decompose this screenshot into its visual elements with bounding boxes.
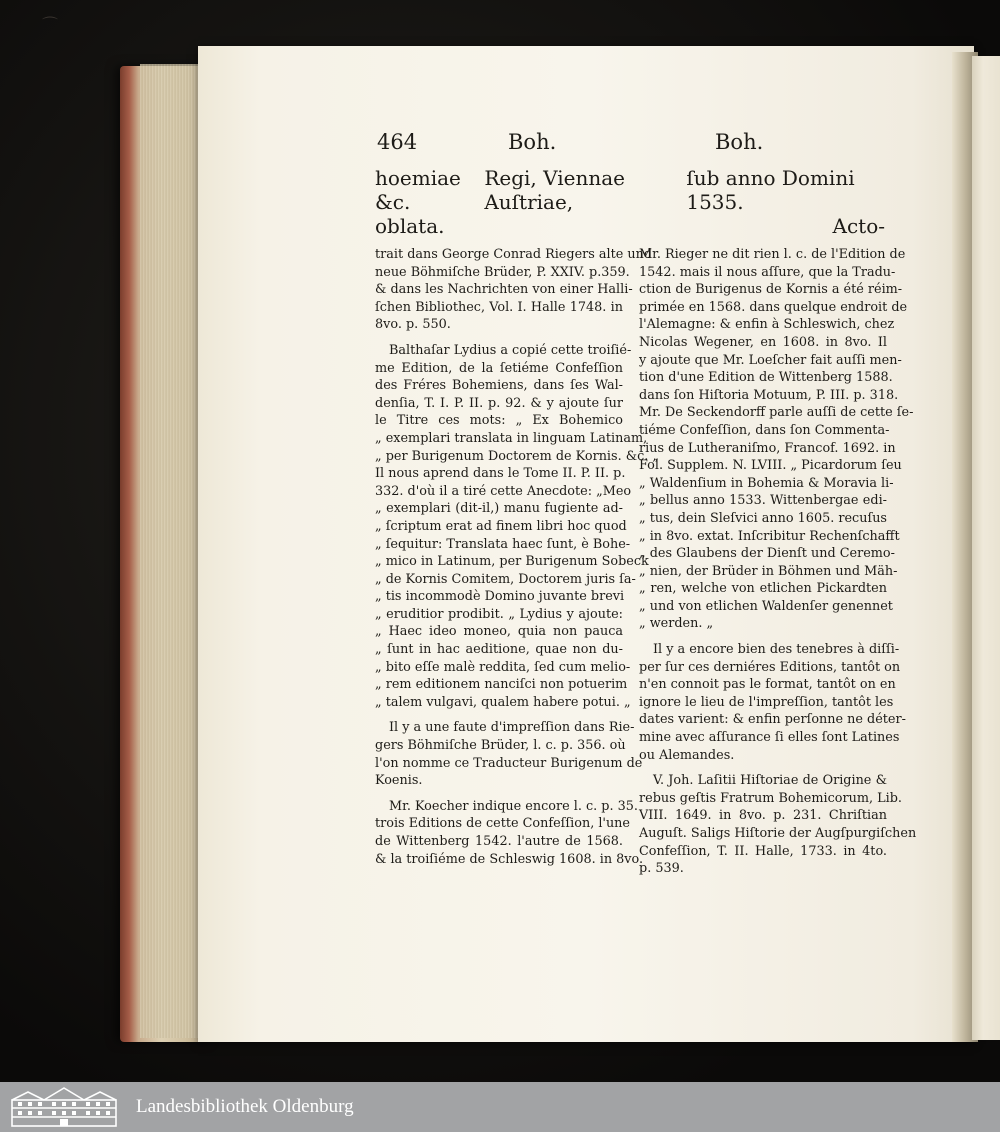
text-line: Confeſſion, T. II. Halle, 1733. in 4to. bbox=[639, 843, 887, 859]
text-line: Mr. Rieger ne dit rien l. c. de l'Edition de bbox=[639, 247, 906, 262]
text-line: „ ſequitur: Translata haec ſunt, è Bohe- bbox=[375, 536, 631, 552]
text-line: trait dans George Conrad Riegers alte und bbox=[375, 247, 653, 262]
text-line: „ eruditior prodibit. „ Lydius y ajoute: bbox=[375, 606, 623, 622]
text-line: tion d'une Edition de Wittenberg 1588. bbox=[639, 370, 893, 386]
text-line: p. 539. bbox=[639, 861, 684, 877]
text-line: me Edition, de la ſetiéme Confeſſion bbox=[375, 360, 623, 376]
text-line: „ des Glaubens der Dienſt und Ceremo- bbox=[639, 546, 895, 562]
text-line: VIII. 1649. in 8vo. p. 231. Chriſtian bbox=[639, 808, 887, 824]
text-line: & dans les Nachrichten von einer Halli- bbox=[375, 282, 633, 298]
text-line: ſchen Bibliothec, Vol. I. Halle 1748. in bbox=[375, 299, 623, 315]
library-footer bbox=[0, 1082, 1000, 1132]
page-text bbox=[375, 130, 917, 877]
text-line: „ in 8vo. extat. Inſcribitur Rechenſchafft bbox=[639, 528, 900, 544]
text-line: „ exemplari (dit-il,) manu fugiente ad- bbox=[375, 501, 623, 517]
text-line: ction de Burigenus de Kornis a été réim- bbox=[639, 282, 903, 298]
text-line: le Titre ces mots: „ Ex Bohemico bbox=[375, 413, 623, 429]
text-line: „ de Kornis Comitem, Doctorem juris ſa- bbox=[375, 571, 636, 587]
text-line: Il nous aprend dans le Tome II. P. II. p. bbox=[375, 466, 626, 482]
library-building-logo-icon bbox=[8, 1086, 120, 1128]
left-column bbox=[375, 246, 660, 876]
text-line: „ mico in Latinum, per Burigenum Sobeck bbox=[375, 554, 649, 570]
text-line: l'on nomme ce Traducteur Burigenum de bbox=[375, 755, 643, 771]
text-line: V. Joh. Laſitii Hiſtoriae de Origine & bbox=[653, 773, 887, 789]
text-line: dates varient: & enfin perſonne ne déter- bbox=[639, 712, 906, 728]
text-line: Koenis. bbox=[375, 773, 423, 789]
text-line: „ tis incommodè Domino juvante brevi bbox=[375, 589, 625, 605]
text-line: Il y a une faute d'impreſſion dans Rie- bbox=[389, 720, 635, 736]
running-head-left: Boh. bbox=[508, 130, 557, 154]
text-line: „ talem vulgavi, qualem habere potui. „ bbox=[375, 694, 631, 710]
text-line: y ajoute que Mr. Loeſcher fait auſſi men- bbox=[639, 352, 902, 368]
right-column bbox=[639, 246, 917, 886]
heading-line bbox=[375, 214, 885, 238]
text-line: „ nien, der Brüder in Böhmen und Mäh- bbox=[639, 563, 898, 579]
text-line: Mr. Koecher indique encore l. c. p. 35. bbox=[389, 798, 638, 814]
text-line: primée en 1568. dans quelque endroit de bbox=[639, 299, 908, 315]
heading-line bbox=[375, 166, 885, 214]
text-line: per ſur ces derniéres Editions, tantôt on bbox=[639, 659, 901, 675]
text-line: ou Alemandes. bbox=[639, 747, 735, 763]
text-line: 1542. mais il nous aſſure, que la Tradu- bbox=[639, 264, 896, 280]
running-head bbox=[375, 130, 885, 166]
text-line: „ per Burigenum Doctorem de Kornis. &c. „ bbox=[375, 448, 660, 464]
text-line: Mr. De Seckendorff parle auſſi de cette ſe- bbox=[639, 405, 914, 421]
facing-page-edge bbox=[972, 56, 1000, 1040]
heading-text: ſub anno Domini 1535. bbox=[686, 166, 855, 214]
text-line: Auguſt. Saligs Hiſtorie der Augſpurgiſchen bbox=[639, 826, 917, 841]
text-line: de Wittenberg 1542. l'autre de 1568. bbox=[375, 834, 623, 849]
text-line: gers Böhmiſche Brüder, l. c. p. 356. où bbox=[375, 738, 626, 754]
text-line: „ ſunt in hac aeditione, quae non du- bbox=[375, 642, 623, 658]
text-line: „ Waldenſium in Bohemia & Moravia li- bbox=[639, 475, 894, 491]
library-name: Landesbibliothek Oldenburg bbox=[136, 1096, 354, 1117]
heading-block bbox=[375, 166, 885, 238]
text-line: „ ſcriptum erat ad finem libri hoc quod bbox=[375, 518, 627, 534]
text-line: „ werden. „ bbox=[639, 616, 714, 632]
text-line: „ und von etlichen Waldenſer genennet bbox=[639, 598, 893, 614]
paragraph bbox=[375, 719, 643, 789]
paragraph bbox=[639, 772, 917, 878]
paragraph bbox=[375, 798, 644, 868]
text-line: neue Böhmiſche Brüder, P. XXIV. p.359. bbox=[375, 264, 630, 280]
text-line: dans ſon Hiſtoria Motuum, P. III. p. 318. bbox=[639, 387, 899, 403]
heading-text: Regi, Viennae Auſtriae, bbox=[484, 166, 625, 214]
heading-text: oblata. bbox=[375, 214, 445, 238]
text-line: 332. d'où il a tiré cette Anecdote: „Meo bbox=[375, 483, 632, 499]
paragraph bbox=[639, 246, 914, 633]
text-line: Fol. Supplem. N. LVIII. „ Picardorum ſeu bbox=[639, 458, 902, 474]
text-line: denſia, T. I. P. II. p. 92. & y ajoute ſur bbox=[375, 395, 623, 411]
text-line: „ tus, dein Sleſvici anno 1605. recuſus bbox=[639, 510, 888, 526]
text-line: „ Haec ideo moneo, quia non pauca bbox=[375, 624, 623, 640]
heading-text: hoemiae &c. bbox=[375, 166, 461, 214]
heading-text: Acto- bbox=[832, 214, 885, 238]
corner-mark: ⌒ bbox=[42, 15, 59, 34]
text-line: des Fréres Bohemiens, dans ſes Wal- bbox=[375, 378, 623, 394]
page-number: 464 bbox=[377, 130, 418, 154]
text-line: 8vo. p. 550. bbox=[375, 317, 451, 333]
text-line: l'Alemagne: & enfin à Schleswich, chez bbox=[639, 317, 895, 333]
text-line: mine avec aſſurance ſi elles ſont Latines bbox=[639, 730, 900, 746]
text-line: rebus geſtis Fratrum Bohemicorum, Lib. bbox=[639, 790, 902, 806]
text-line: „ rem editionem nanciſci non potuerim bbox=[375, 677, 628, 693]
text-line: „ ren, welche von etlichen Pickardten bbox=[639, 581, 887, 597]
text-line: ignore le lieu de l'impreſſion, tantôt les bbox=[639, 694, 894, 710]
text-line: Il y a encore bien des tenebres à diſſi- bbox=[653, 642, 900, 658]
paragraph bbox=[639, 641, 906, 764]
text-line: tiéme Confeſſion, dans ſon Commenta- bbox=[639, 422, 890, 438]
text-line: „ bito eſſe malè reddita, ſed cum melio- bbox=[375, 659, 631, 675]
text-line: rius de Lutheraniſmo, Francof. 1692. in bbox=[639, 440, 896, 456]
paragraph bbox=[375, 342, 660, 711]
running-head-right: Boh. bbox=[715, 130, 764, 154]
text-line: & la troiſiéme de Schleswig 1608. in 8vo. bbox=[375, 851, 644, 867]
text-line: trois Editions de cette Confeſſion, l'une bbox=[375, 816, 630, 832]
text-line: „ exemplari translata in linguam Latinam, bbox=[375, 430, 648, 446]
text-line: Nicolas Wegener, en 1608. in 8vo. Il bbox=[639, 334, 887, 350]
text-line: Balthaſar Lydius a copié cette troiſié- bbox=[389, 342, 632, 358]
text-line: n'en connoit pas le format, tantôt on en bbox=[639, 677, 896, 693]
text-line: „ bellus anno 1533. Wittenbergae edi- bbox=[639, 493, 887, 509]
paragraph bbox=[375, 246, 653, 334]
